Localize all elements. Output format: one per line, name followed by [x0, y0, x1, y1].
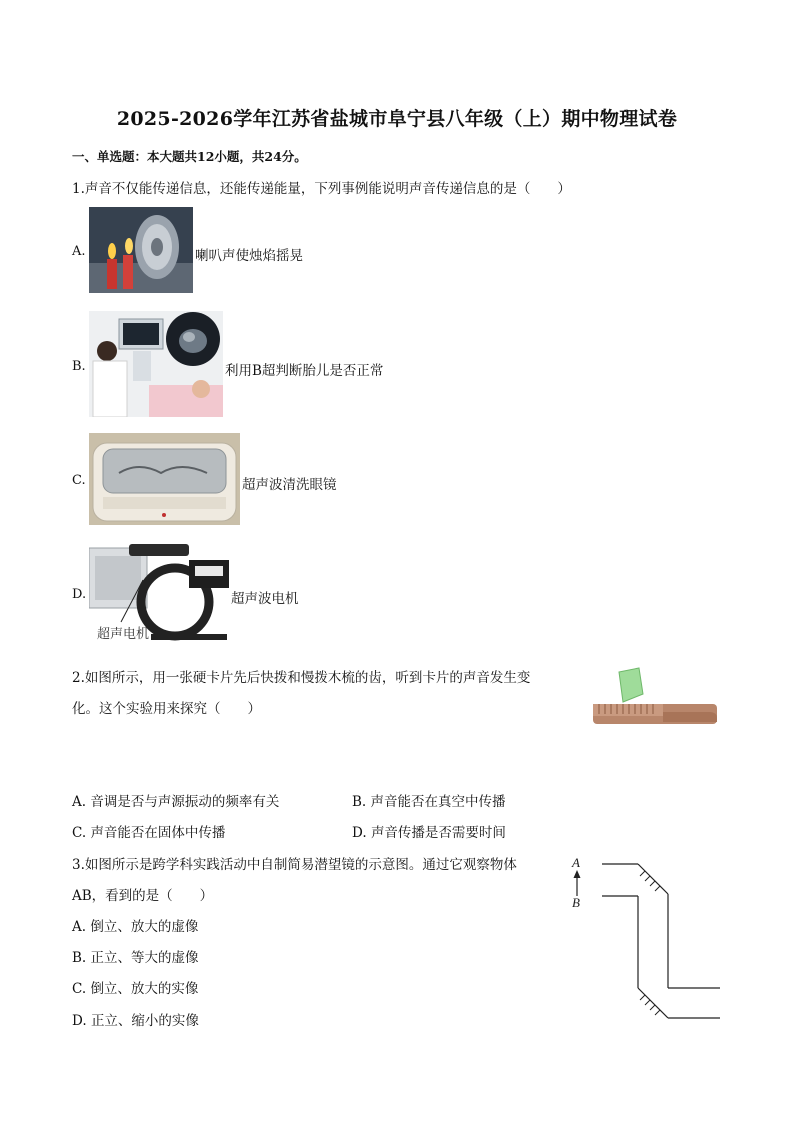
q3-option-b-letter: B.: [72, 950, 87, 966]
candle-speaker-image: [89, 207, 193, 293]
q2-option-d-text: 声音传播是否需要时间: [370, 825, 506, 841]
section-heading: 一、单选题：本大题共12小题，共24分。: [72, 149, 307, 164]
q1-option-c-text: 超声波清洗眼镜: [242, 477, 337, 493]
q3-option-c-letter: C.: [72, 981, 87, 997]
periscope-diagram: [566, 852, 726, 1024]
q2-option-d-letter: D.: [352, 825, 367, 841]
q2-option-b-letter: B.: [352, 794, 367, 810]
q2-option-a-letter: A.: [72, 794, 87, 810]
question-3-stem-line1: 3.如图所示是跨学科实践活动中自制简易潜望镜的示意图。通过它观察物体: [72, 857, 517, 873]
q1-option-a-letter: A.: [72, 244, 86, 259]
question-1-stem: 1.声音不仅能传递信息，还能传递能量，下列事例能说明声音传递信息的是（ ）: [72, 181, 571, 197]
q3-option-d-text: 正立、缩小的实像: [90, 1013, 199, 1029]
q1-option-b-text: 利用B超判断胎儿是否正常: [225, 363, 384, 379]
question-2-stem-line1: 2.如图所示，用一张硬卡片先后快拨和慢拨木梳的齿，听到卡片的声音发生变: [72, 670, 531, 686]
ultrasonic-cleaner-image: [89, 433, 240, 525]
q2-option-b-text: 声音能否在真空中传播: [370, 794, 506, 810]
q3-option-d-letter: D.: [72, 1013, 87, 1029]
motor-label: 超声电机: [97, 627, 150, 642]
ultrasound-image: [89, 311, 223, 417]
q2-option-c-text: 声音能否在固体中传播: [90, 825, 226, 841]
q1-option-b-letter: B.: [72, 359, 86, 374]
q2-option-a: [72, 790, 279, 810]
q3-option-b-text: 正立、等大的虚像: [90, 950, 199, 966]
q3-option-d: [72, 1009, 199, 1029]
q1-option-d-text: 超声波电机: [231, 591, 299, 607]
q3-option-a-letter: A.: [72, 919, 87, 935]
q3-option-a: [72, 915, 198, 935]
comb-card-figure: [591, 666, 719, 728]
q2-option-a-text: 音调是否与声源振动的频率有关: [90, 794, 280, 810]
page-title: 2025-2026学年江苏省盐城市阜宁县八年级（上）期中物理试卷: [116, 108, 678, 130]
q1-option-c-letter: C.: [72, 473, 86, 488]
q3-option-b: [72, 946, 199, 966]
q2-option-b: [352, 790, 506, 810]
label-b: B: [572, 895, 580, 910]
q2-option-c-letter: C.: [72, 825, 87, 841]
question-3-stem-line2: AB，看到的是（ ）: [72, 888, 214, 904]
q2-option-d: [352, 821, 506, 841]
q2-option-c: [72, 821, 225, 841]
q1-option-d-letter: D.: [72, 587, 87, 602]
q3-option-c-text: 倒立、放大的实像: [90, 981, 199, 997]
q3-option-c: [72, 977, 198, 997]
label-a: A: [572, 855, 580, 870]
q1-option-a-text: 喇叭声使烛焰摇晃: [195, 248, 303, 264]
q3-option-a-text: 倒立、放大的虚像: [90, 919, 199, 935]
question-2-stem-line2: 化。这个实验用来探究（ ）: [72, 701, 261, 717]
